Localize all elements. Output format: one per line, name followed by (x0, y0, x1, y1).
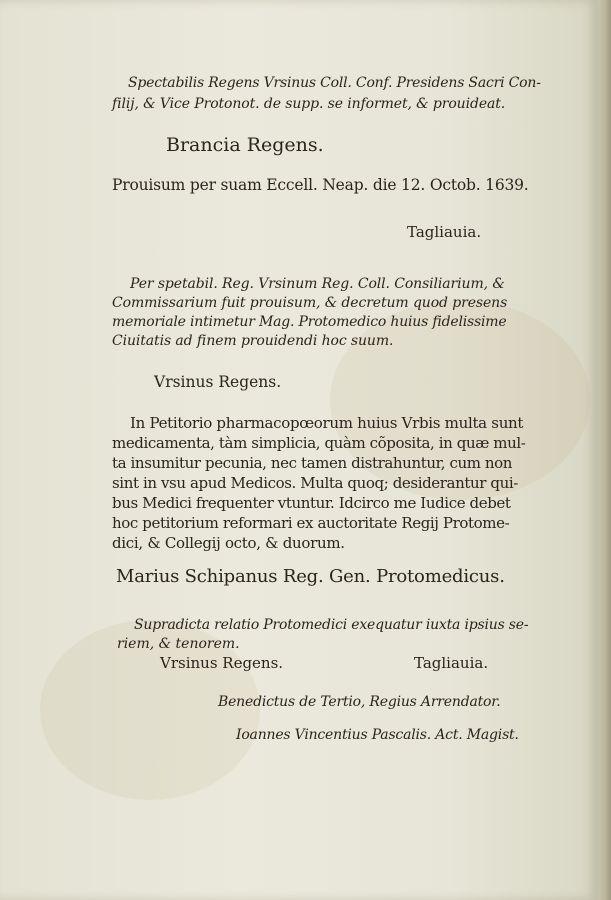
decree1-provisum: Prouisum per suam Eccell. Neap. die 12. Octob. 1639. (112, 176, 529, 194)
petition-line: sint in vsu apud Medicos. Multa quoq; desiderantur qui- (112, 474, 518, 492)
decree1-line1: Spectabilis Regens Vrsinus Coll. Conf. Presidens Sacri Con- (128, 75, 541, 91)
decree3-line1: Supradicta relatio Protomedici exequatur iuxta ipsius se- (134, 617, 529, 633)
decree3-signer-right: Tagliauia. (414, 654, 489, 672)
decree2-line3: memoriale intimetur Mag. Protomedico huius fidelissime (112, 314, 507, 330)
decree3-line2: riem, & tenorem. (117, 636, 240, 652)
petition-line: In Petitorio pharmacopœorum huius Vrbis multa sunt (130, 414, 524, 432)
decree1-line2: filij, & Vice Protonot. de supp. se informet, & prouideat. (112, 96, 506, 112)
decree3-signer-left: Vrsinus Regens. (160, 654, 284, 672)
petition-line: bus Medici frequenter vtuntur. Idcirco me Iudice debet (112, 494, 511, 512)
decree2-line2: Commissarium fuit prouisum, & decretum quod presens (112, 295, 508, 311)
decree1-secretary: Tagliauia. (407, 223, 482, 241)
petition-signer: Marius Schipanus Reg. Gen. Protomedicus. (116, 566, 505, 587)
decree1-signer: Brancia Regens. (166, 134, 324, 156)
decree2-signer: Vrsinus Regens. (154, 373, 282, 391)
decree2-line4: Ciuitatis ad finem prouidendi hoc suum. (112, 333, 394, 349)
decree2-line1: Per spetabil. Reg. Vrsinum Reg. Coll. Consiliarium, & (130, 276, 505, 292)
petition-line: medicamenta, tàm simplicia, quàm cõposita, in quæ mul- (112, 434, 526, 452)
petition-line: ta insumitur pecunia, nec tamen distrahuntur, cum non (112, 454, 513, 472)
page-edge (598, 0, 611, 900)
petition-line: dici, & Collegij octo, & duorum. (112, 534, 345, 552)
petition-line: hoc petitorium reformari ex auctoritate Regij Protome- (112, 514, 510, 532)
decree3-arrendator: Benedictus de Tertio, Regius Arrendator. (218, 694, 501, 710)
decree3-magister: Ioannes Vincentius Pascalis. Act. Magist. (236, 727, 519, 743)
